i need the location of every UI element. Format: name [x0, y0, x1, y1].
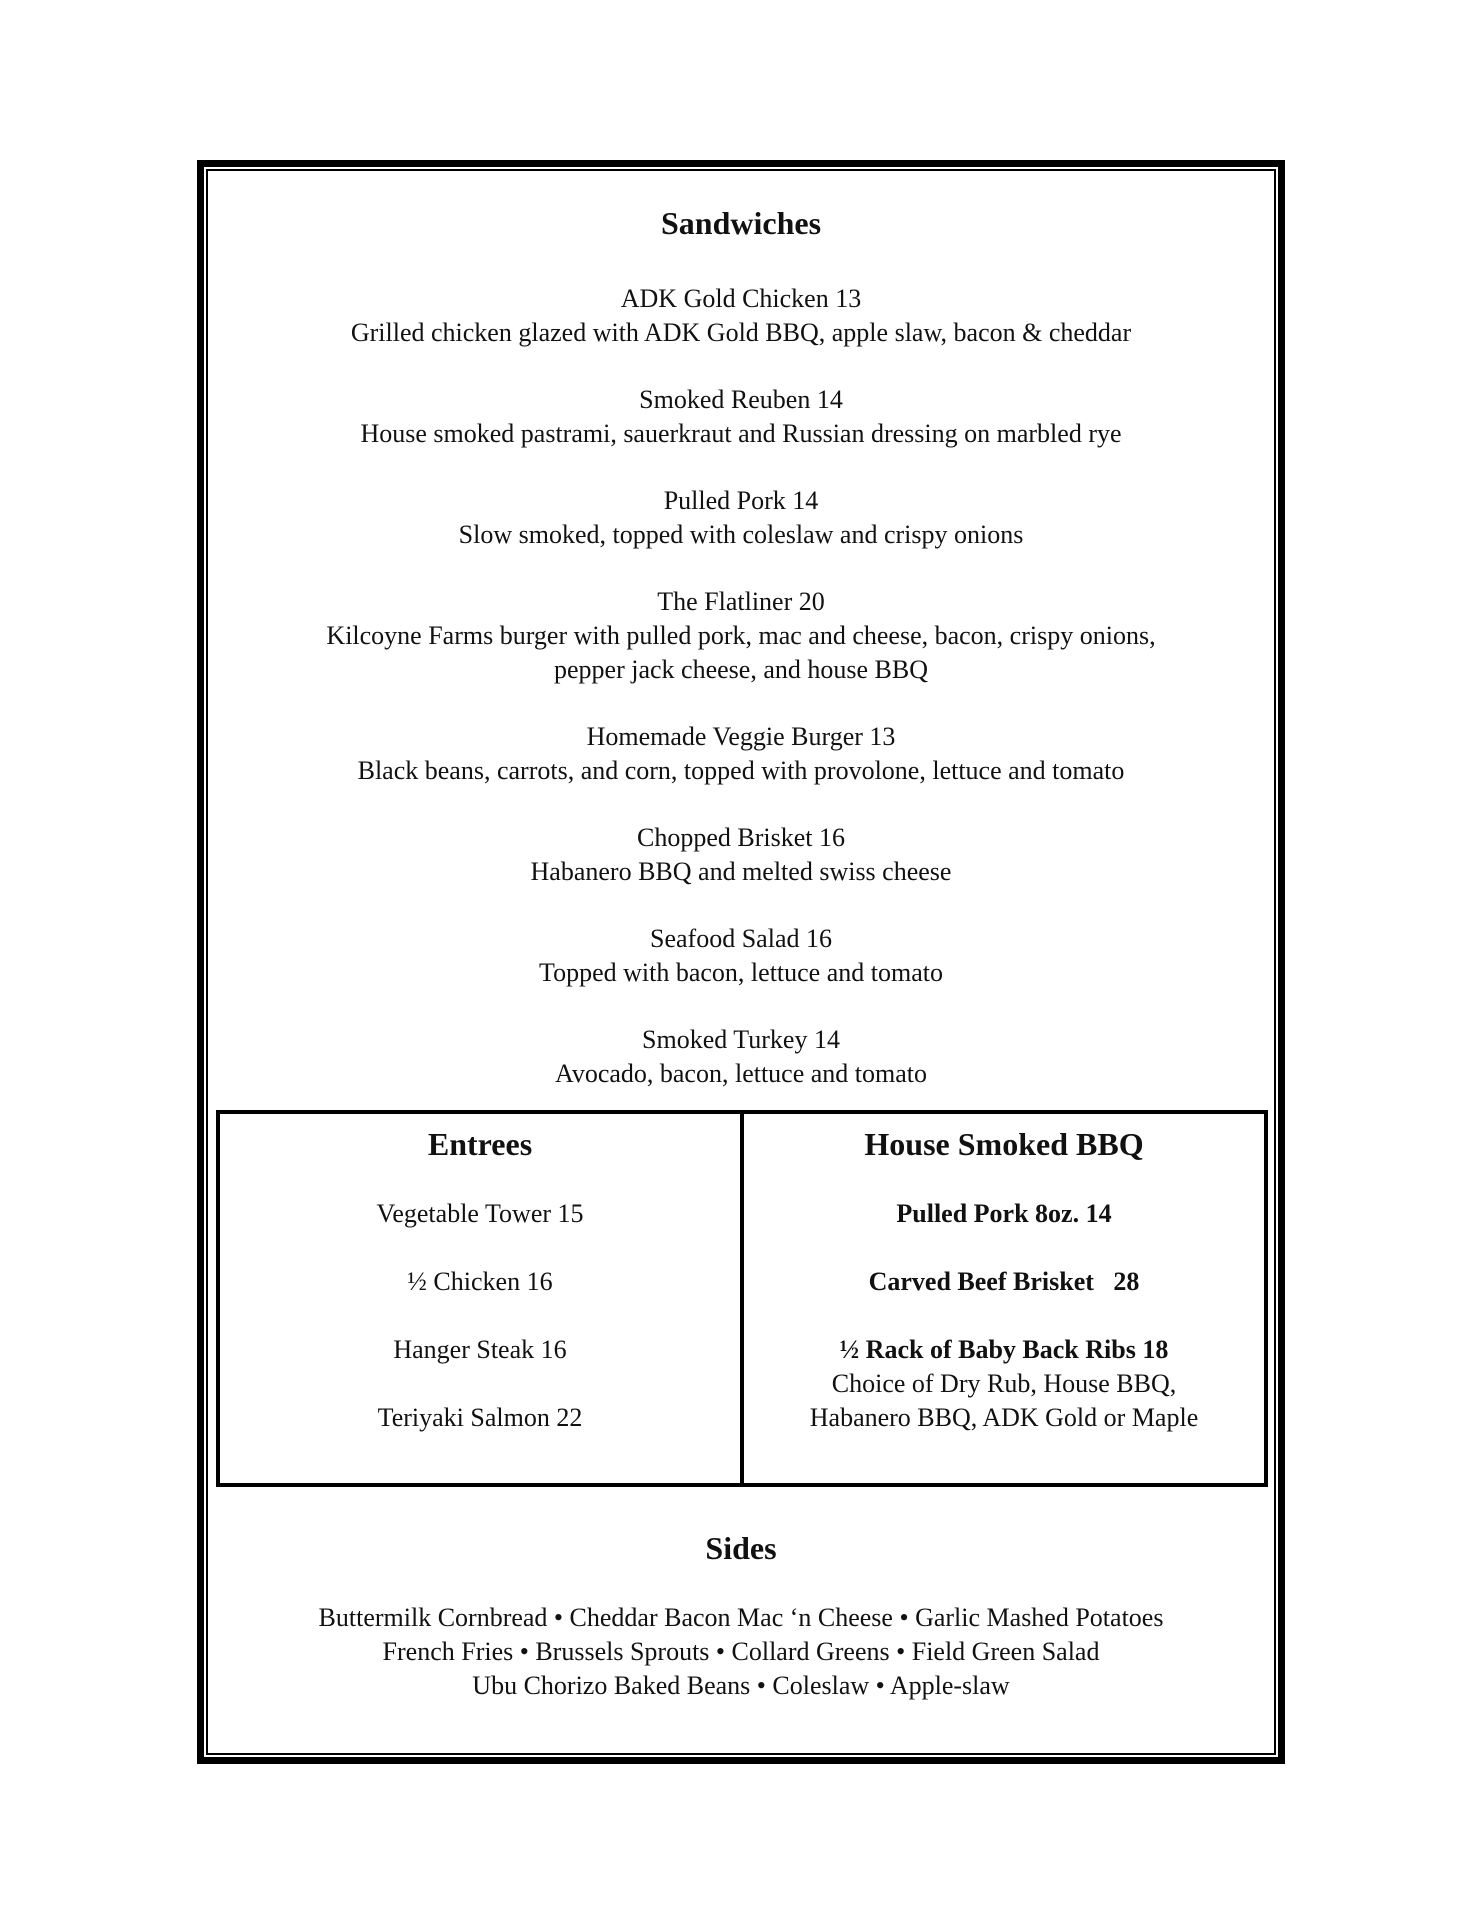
menu-item	[210, 821, 1272, 889]
sandwiches-title: Sandwiches	[660, 205, 822, 241]
item-description-line-2: pepper jack cheese, and house BBQ	[554, 655, 928, 684]
item-description: Kilcoyne Farms burger with pulled pork, mac and cheese, bacon, crispy onions,	[326, 621, 1156, 650]
sides-section	[210, 1530, 1272, 1703]
item-name: ADK Gold Chicken 13	[620, 284, 862, 313]
entree-item: Teriyaki Salmon 22	[377, 1403, 583, 1432]
entrees-title: Entrees	[427, 1126, 533, 1162]
item-name: Homemade Veggie Burger 13	[586, 722, 896, 751]
entree-item: Vegetable Tower 15	[376, 1199, 584, 1228]
item-description: Habanero BBQ and melted swiss cheese	[530, 857, 952, 886]
item-name: Smoked Reuben 14	[639, 385, 843, 414]
bbq-item: Pulled Pork 8oz. 14	[896, 1199, 1112, 1228]
sides-title: Sides	[705, 1530, 777, 1566]
item-description: House smoked pastrami, sauerkraut and Russian dressing on marbled rye	[360, 419, 1122, 448]
item-description: Slow smoked, topped with coleslaw and crispy onions	[458, 520, 1024, 549]
menu-item	[210, 720, 1272, 788]
item-name: Seafood Salad 16	[650, 924, 832, 953]
item-description: Avocado, bacon, lettuce and tomato	[554, 1059, 928, 1088]
bbq-section	[744, 1126, 1264, 1469]
bbq-item-description-line-2: Habanero BBQ, ADK Gold or Maple	[809, 1403, 1199, 1432]
bbq-item	[744, 1333, 1264, 1435]
item-name: Chopped Brisket 16	[637, 823, 845, 852]
item-name: Pulled Pork 14	[663, 486, 819, 515]
bbq-item-name: ½ Rack of Baby Back Ribs 18	[839, 1335, 1169, 1364]
menu-item	[210, 484, 1272, 552]
entrees-section	[220, 1126, 740, 1469]
item-description: Black beans, carrots, and corn, topped with provolone, lettuce and tomato	[357, 756, 1125, 785]
item-name: Smoked Turkey 14	[642, 1025, 840, 1054]
menu-item	[210, 585, 1272, 687]
sides-line: French Fries • Brussels Sprouts • Collard Greens • Field Green Salad	[382, 1637, 1100, 1666]
sides-line: Buttermilk Cornbread • Cheddar Bacon Mac ‘n Cheese • Garlic Mashed Potatoes	[318, 1603, 1164, 1632]
bbq-item-description: Choice of Dry Rub, House BBQ,	[831, 1369, 1177, 1398]
bbq-item: Carved Beef Brisket 28	[868, 1267, 1140, 1296]
sides-line: Ubu Chorizo Baked Beans • Coleslaw • Apple-slaw	[472, 1671, 1010, 1700]
menu-item	[210, 922, 1272, 990]
menu-item	[210, 1023, 1272, 1091]
entree-item: ½ Chicken 16	[407, 1267, 553, 1296]
menu-item	[210, 282, 1272, 350]
menu-item	[210, 383, 1272, 451]
item-description: Topped with bacon, lettuce and tomato	[539, 958, 943, 987]
sandwiches-section	[210, 205, 1272, 1091]
entree-item: Hanger Steak 16	[393, 1335, 567, 1364]
item-name: The Flatliner 20	[657, 587, 825, 616]
bbq-title: House Smoked BBQ	[864, 1126, 1144, 1162]
item-description: Grilled chicken glazed with ADK Gold BBQ, apple slaw, bacon & cheddar	[350, 318, 1132, 347]
